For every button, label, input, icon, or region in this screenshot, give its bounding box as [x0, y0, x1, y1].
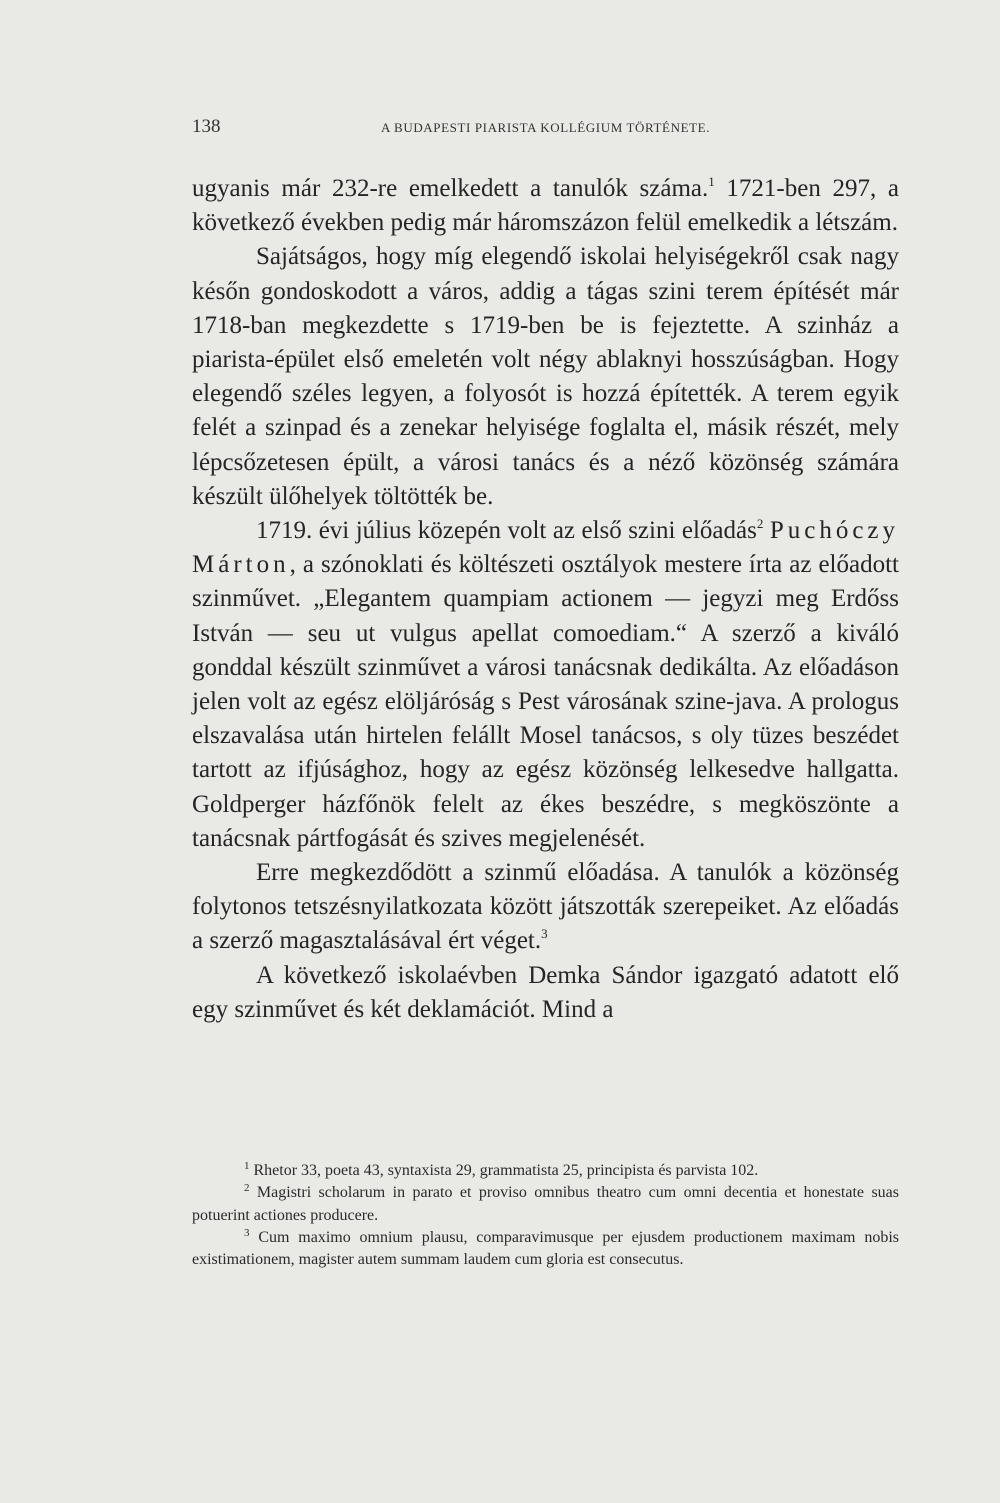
running-title: A BUDAPESTI PIARISTA KOLLÉGIUM TÖRTÉNETE. — [380, 120, 711, 135]
footnote-ref-3: 3 — [541, 926, 548, 942]
paragraph-3 — [192, 514, 899, 856]
running-header — [192, 116, 899, 142]
footnote-text: Magistri scholarum in parato et proviso omnibus theatro cum omni decentia et honestate suas potuerint actiones producere. — [192, 1184, 899, 1224]
paragraph-5: A következő iskolaévben Demka Sándor igazgató adatott elő egy szinművet és két deklamációt. Mind a — [192, 961, 899, 1023]
footnotes — [192, 1160, 899, 1271]
footnote-text: Rhetor 33, poeta 43, syntaxista 29, grammatista 25, principista és parvista 102. — [249, 1162, 759, 1179]
footnote-mark: 3 — [244, 1226, 250, 1239]
footnote-ref-1: 1 — [708, 174, 715, 189]
body-text — [192, 172, 899, 1027]
footnote-2 — [192, 1182, 899, 1227]
paragraph-text: 1719. évi július közepén volt az első szini előadás — [256, 517, 757, 545]
footnote-text: Cum maximo omnium plausu, comparavimusque per ejusdem productionem maximam nobis existimationem, magister autem summam laudem cum gloria est consecutus. — [192, 1228, 899, 1269]
page-number: 138 — [192, 116, 221, 137]
footnote-mark: 2 — [244, 1182, 250, 1195]
paragraph-text: Erre megkezdődött a szinmű előadása. A tanulók a közönség folytonos tetszésnyilatkozata között játszották szerepeiket. Az előadás a szerző magasztalásával ért véget. — [192, 859, 899, 955]
paragraph-text: , a szónoklati és költészeti osztályok mestere írta az előadott szinművet. „Elegantem quampiam actionem — jegyzi meg Erdőss István — seu ut vulgus apellat comoediam.“ A szerző a kiváló gonddal készült szinművet a városi tanácsnak dedikálta. Az előadáson jelen volt az egész elöljáróság s Pest városának szine-java. A prologus elszavalása után hirtelen felállt Mosel tanácsos, s oly tüzes beszédet tartott az ifjúsághoz, hogy az egész közönség lelkesedve hallgatta. Goldperger házfőnök felelt az ékes beszédre, s megköszönte a tanácsnak pártfogását és szives megjelenését. — [192, 551, 899, 852]
footnote-mark: 1 — [244, 1160, 250, 1172]
footnote-1 — [192, 1160, 899, 1182]
author-name: Puchóczy Márton — [192, 517, 900, 579]
paragraph-2: Sajátságos, hogy míg elegendő iskolai helyiségekről csak nagy későn gondoskodott a város, addig a tágas szini terem építését már 1718-ban megkezdette s 1719-ben be is fejeztette. A szinház a piarista-épület első emeletén volt négy ablaknyi hosszúságban. Hogy elegendő széles legyen, a folyosót is hozzá építették. A terem egyik felét a szinpad és a zenekar helyisége foglalta el, másik részét, mely lépcsőzetesen épült, a városi tanács és a néző közönség számára készült ülőhelyek töltötték be. — [192, 243, 899, 510]
paragraph-4 — [192, 856, 899, 959]
paragraph-1 — [192, 172, 899, 240]
paragraph-text: 1721-ben 297, a következő években pedig már háromszázon felül emelkedik a létszám. — [192, 175, 899, 237]
footnote-ref-2: 2 — [756, 516, 764, 532]
footnote-3 — [192, 1227, 899, 1272]
paragraph-text: ugyanis már 232-re emelkedett a tanulók száma. — [192, 175, 709, 202]
